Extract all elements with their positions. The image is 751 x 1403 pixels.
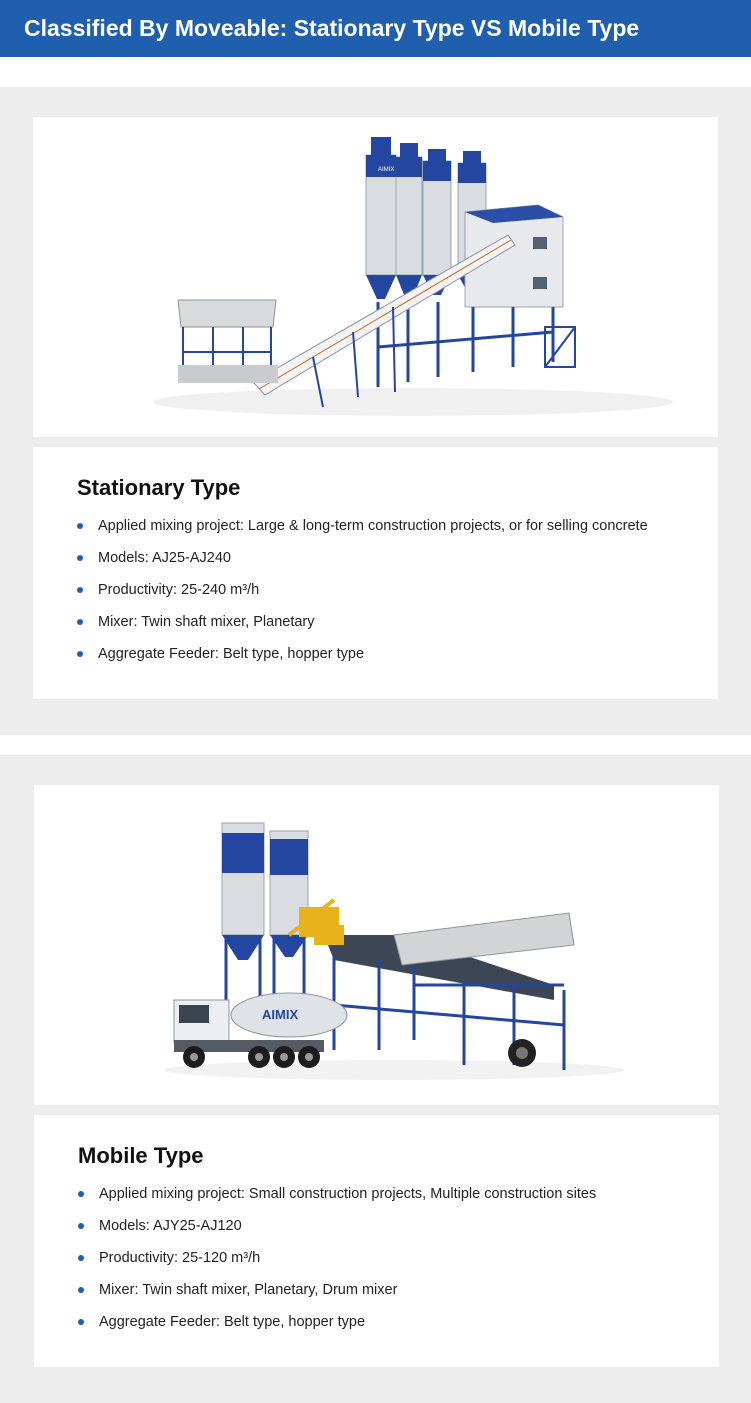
bullet-icon	[77, 619, 83, 625]
bullet-icon	[78, 1223, 84, 1229]
bullet-icon	[78, 1319, 84, 1325]
stationary-info-card	[33, 447, 718, 699]
list-item: Mixer: Twin shaft mixer, Planetary, Drum mixer	[78, 1281, 675, 1313]
brand-mark: AIMIX	[378, 167, 395, 173]
list-item: Productivity: 25-240 m³/h	[77, 581, 674, 613]
page-title: Classified By Moveable: Stationary Type VS Mobile Type	[24, 15, 640, 41]
bullet-icon	[78, 1255, 84, 1261]
bullet-icon	[77, 523, 83, 529]
section-title: Stationary Type	[77, 475, 241, 500]
list-item: Mixer: Twin shaft mixer, Planetary	[77, 613, 674, 645]
list-item: Models: AJY25-AJ120	[78, 1217, 675, 1249]
mobile-section	[0, 755, 751, 1403]
list-item: Models: AJ25-AJ240	[77, 549, 674, 581]
spec-list	[77, 517, 674, 677]
list-item: Aggregate Feeder: Belt type, hopper type	[78, 1313, 675, 1345]
section-title: Mobile Type	[78, 1143, 204, 1168]
mobile-image-card	[34, 785, 719, 1105]
stationary-image-card	[33, 117, 718, 437]
list-item: Productivity: 25-120 m³/h	[78, 1249, 675, 1281]
bullet-icon	[77, 651, 83, 657]
list-item: Aggregate Feeder: Belt type, hopper type	[77, 645, 674, 677]
bullet-icon	[77, 555, 83, 561]
bullet-icon	[77, 587, 83, 593]
brand-mark: AIMIX	[262, 1007, 299, 1022]
mobile-batching-plant-image	[34, 785, 719, 1105]
list-item: Applied mixing project: Large & long-term construction projects, or for selling concrete	[77, 517, 674, 549]
bullet-icon	[78, 1191, 84, 1197]
bullet-icon	[78, 1287, 84, 1293]
spec-list	[78, 1185, 675, 1345]
stationary-section	[0, 87, 751, 735]
mobile-info-card	[34, 1115, 719, 1367]
list-item: Applied mixing project: Small construction projects, Multiple construction sites	[78, 1185, 675, 1217]
stationary-batching-plant-image	[33, 117, 718, 437]
header-bar	[0, 0, 751, 57]
